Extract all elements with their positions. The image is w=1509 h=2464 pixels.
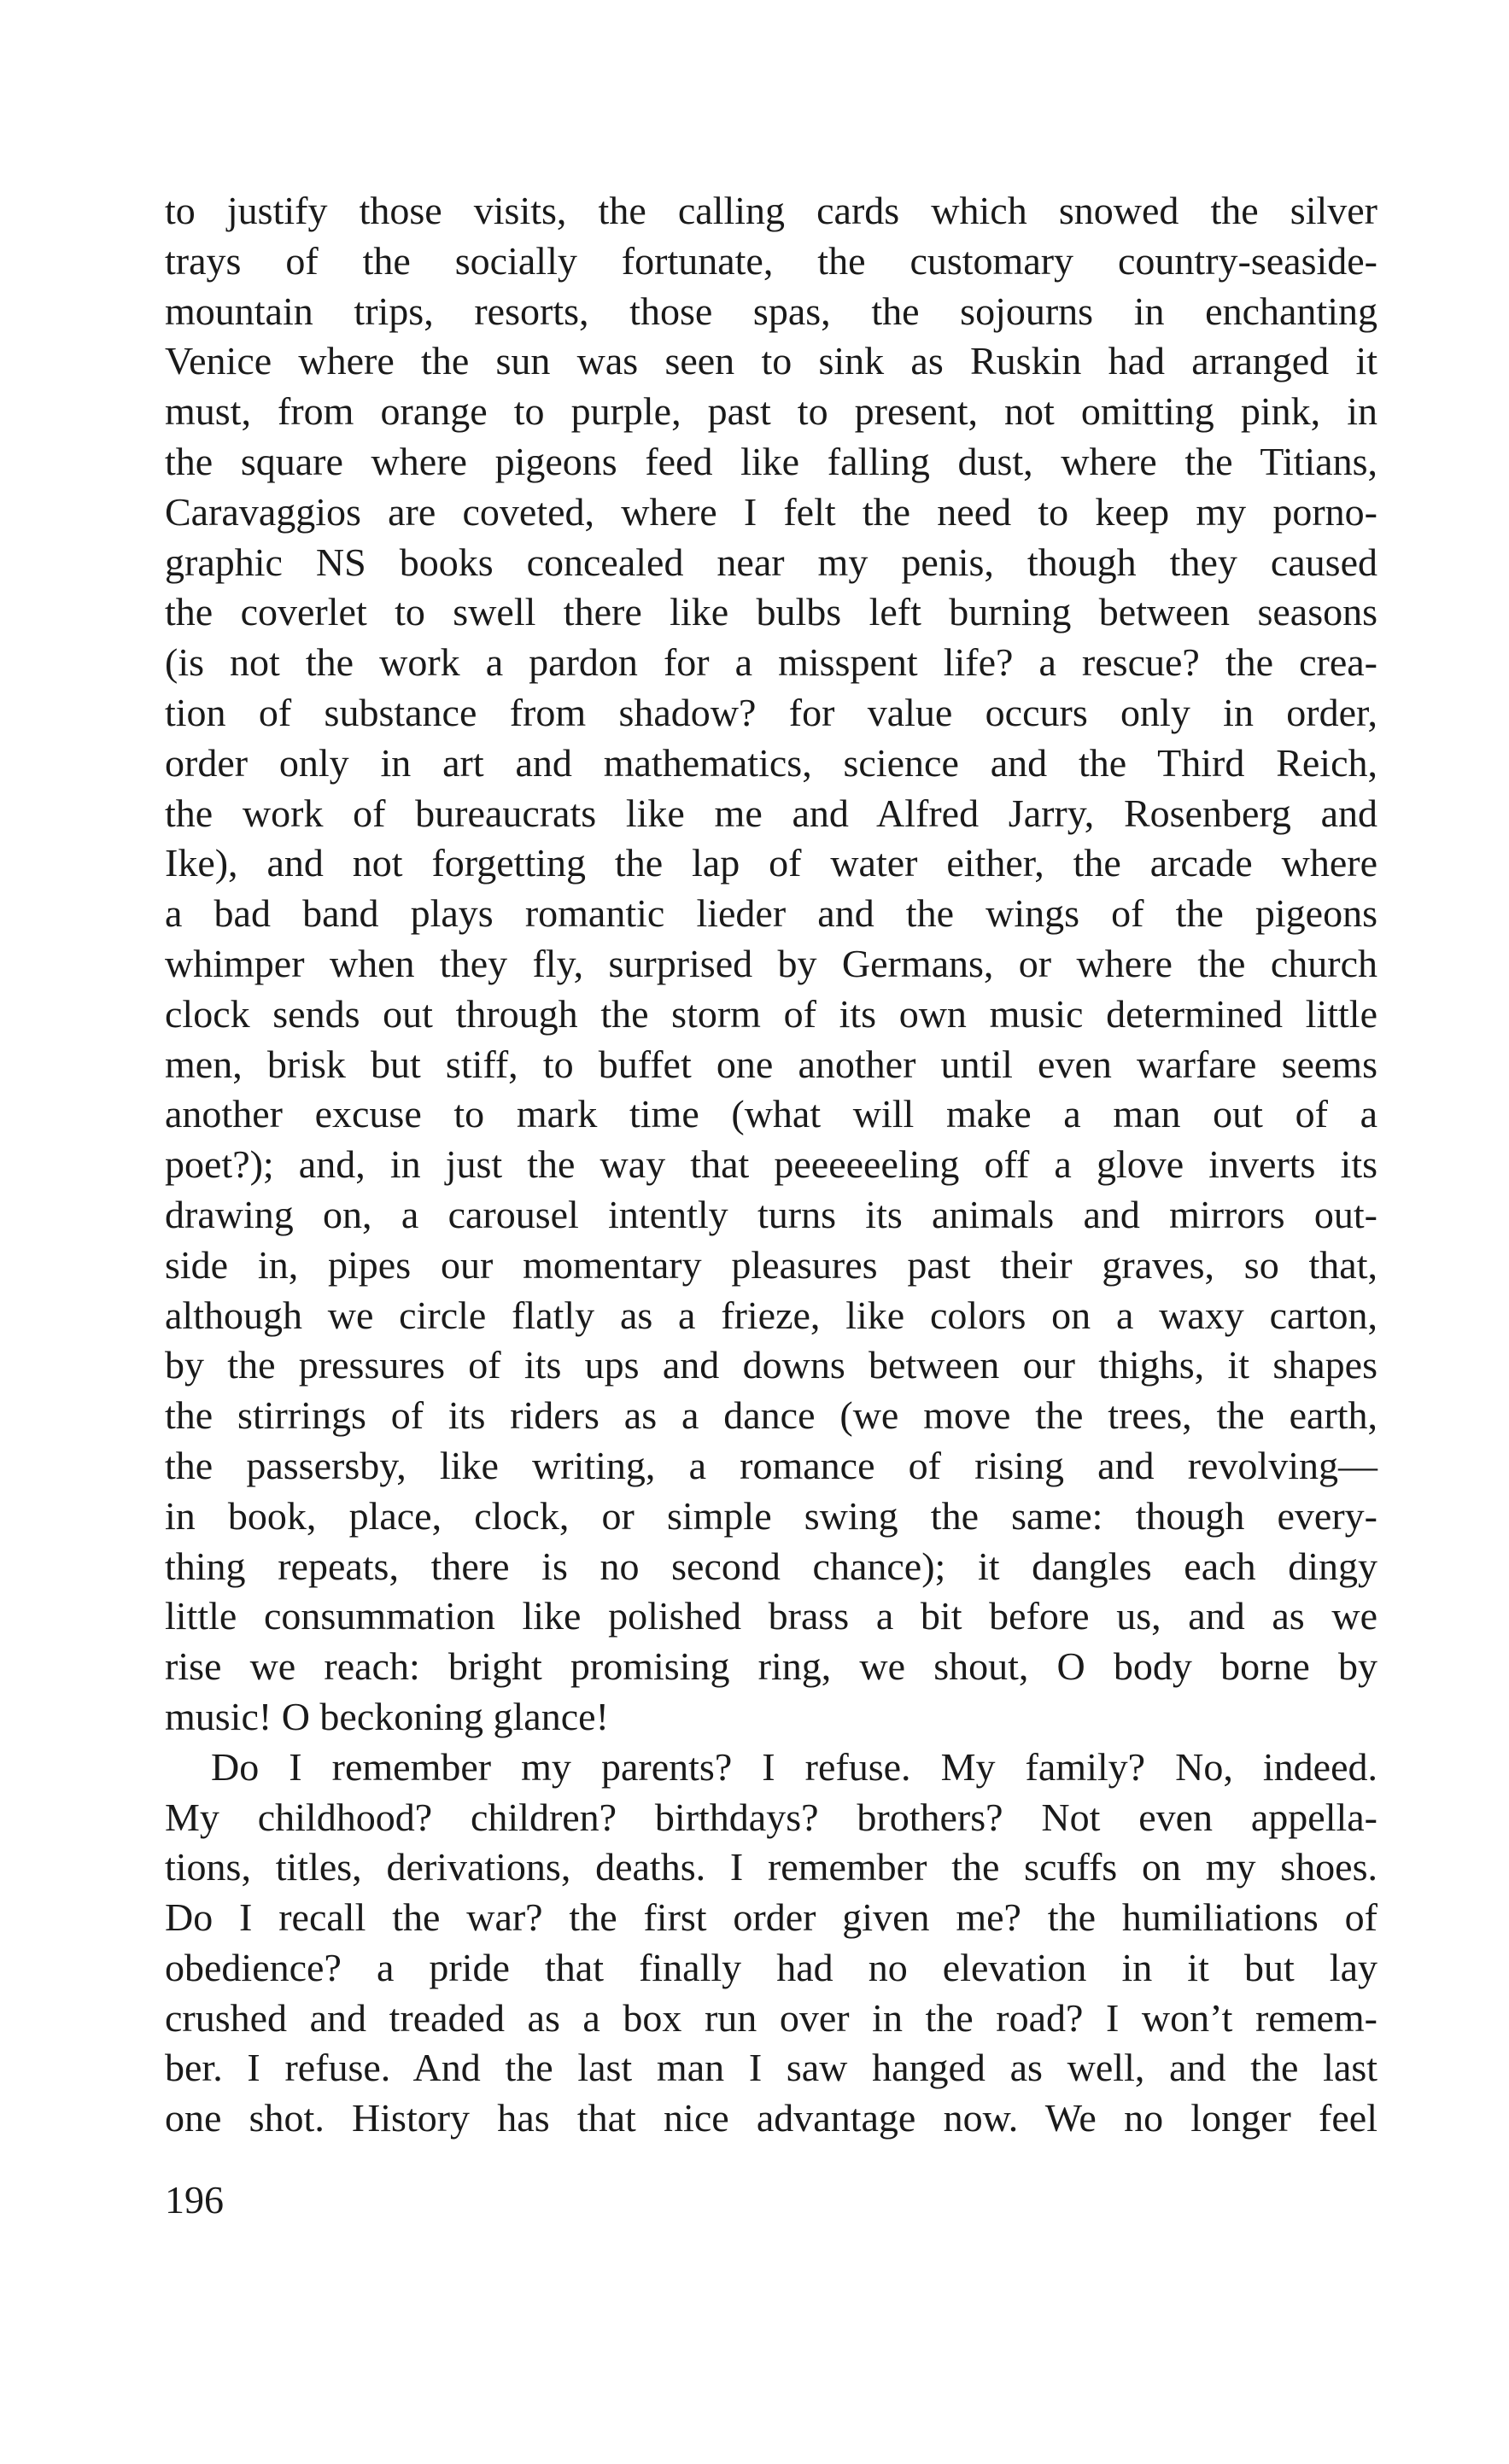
text-line: thing repeats, there is no second chance); it dangles each dingy — [165, 1544, 1377, 1588]
text-line: Venice where the sun was seen to sink as Ruskin had arranged it — [165, 339, 1377, 383]
text-line: in book, place, clock, or simple swing the same: though every- — [165, 1493, 1377, 1538]
text-line: although we circle flatly as a frieze, like colors on a waxy carton, — [165, 1293, 1377, 1337]
text-line: another excuse to mark time (what will make a man out of a — [165, 1092, 1377, 1136]
text-line: the work of bureaucrats like me and Alfred Jarry, Rosenberg and — [165, 791, 1377, 835]
text-line: obedience? a pride that finally had no elevation in it but lay — [165, 1945, 1377, 1989]
text-line: (is not the work a pardon for a misspent life? a rescue? the crea- — [165, 640, 1377, 685]
text-line: the coverlet to swell there like bulbs left burning between seasons — [165, 590, 1377, 634]
text-line: the passersby, like writing, a romance of rising and revolving— — [165, 1443, 1377, 1487]
text-line: trays of the socially fortunate, the customary country-seaside- — [165, 238, 1377, 283]
text-line: side in, pipes our momentary pleasures past their graves, so that, — [165, 1242, 1377, 1287]
text-line: Caravaggios are coveted, where I felt the need to keep my porno- — [165, 489, 1377, 534]
text-line: ber. I refuse. And the last man I saw hanged as well, and the last — [165, 2046, 1377, 2090]
text-line: crushed and treaded as a box run over in the road? I won’t remem- — [165, 1995, 1377, 2040]
text-line: the square where pigeons feed like falling dust, where the Titians, — [165, 439, 1377, 483]
text-line: men, brisk but stiff, to buffet one another until even warfare seems — [165, 1042, 1377, 1086]
paragraph-end-line: music! O beckoning glance! — [165, 1694, 609, 1738]
text-line: tion of substance from shadow? for value occurs only in order, — [165, 690, 1377, 734]
text-line: Do I recall the war? the first order given me? the humiliations of — [165, 1895, 1377, 1940]
text-line: My childhood? children? birthdays? brothers? Not even appella- — [165, 1795, 1377, 1839]
text-line: whimper when they fly, surprised by Germans, or where the church — [165, 941, 1377, 985]
text-line: mountain trips, resorts, those spas, the sojourns in enchanting — [165, 289, 1377, 333]
text-line: graphic NS books concealed near my penis, though they caused — [165, 540, 1377, 584]
text-line: Ike), and not forgetting the lap of water either, the arcade where — [165, 841, 1377, 885]
text-line: order only in art and mathematics, science and the Third Reich, — [165, 740, 1377, 785]
text-line: rise we reach: bright promising ring, we shout, O body borne by — [165, 1644, 1377, 1689]
body-text — [165, 186, 1377, 2144]
text-line: by the pressures of its ups and downs between our thighs, it shapes — [165, 1343, 1377, 1387]
text-line: one shot. History has that nice advantage now. We no longer feel — [165, 2096, 1377, 2140]
text-line: a bad band plays romantic lieder and the wings of the pigeons — [165, 891, 1377, 936]
text-line: poet?); and, in just the way that peeeeeeling off a glove inverts its — [165, 1142, 1377, 1187]
text-line: to justify those visits, the calling cards which snowed the silver — [165, 189, 1377, 232]
text-line: tions, titles, derivations, deaths. I remember the scuffs on my shoes. — [165, 1845, 1377, 1889]
text-line: drawing on, a carousel intently turns its animals and mirrors out- — [165, 1192, 1377, 1236]
page-number: 196 — [165, 2178, 224, 2222]
text-line: little consummation like polished brass a bit before us, and as we — [165, 1594, 1377, 1638]
text-line: the stirrings of its riders as a dance (we move the trees, the earth, — [165, 1393, 1377, 1438]
text-line: must, from orange to purple, past to present, not omitting pink, in — [165, 389, 1377, 434]
paragraph-start-line: Do I remember my parents? I refuse. My family? No, indeed. — [211, 1744, 1377, 1789]
text-line: clock sends out through the storm of its own music determined little — [165, 991, 1377, 1036]
